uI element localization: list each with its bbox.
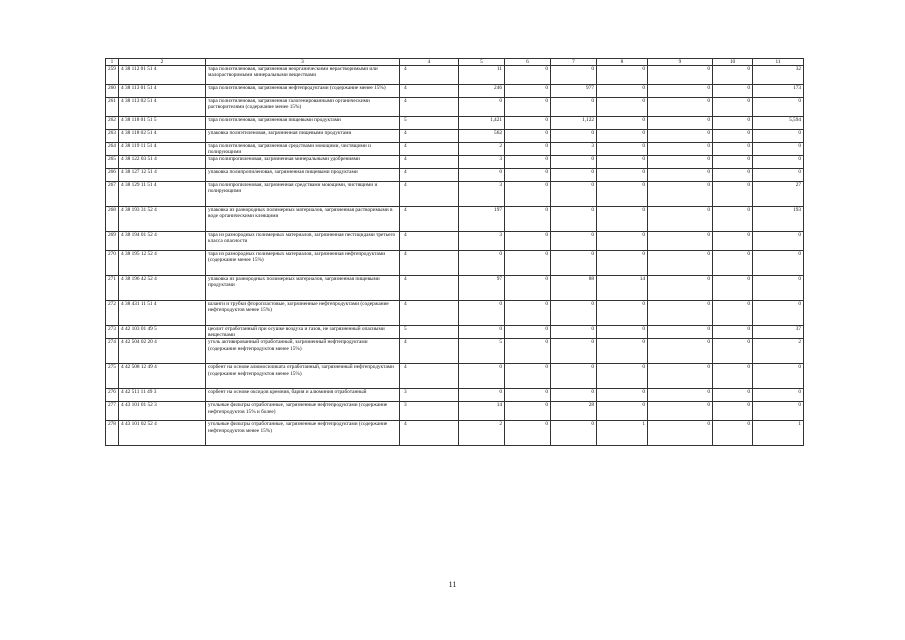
row-number-cell: 276	[106, 389, 119, 402]
value-col10-cell: 0	[713, 364, 753, 389]
value-col5-cell: 97	[459, 276, 505, 301]
value-col9-cell: 0	[648, 276, 713, 301]
row-number-cell: 274	[106, 339, 119, 364]
value-col5-cell: 0	[459, 389, 505, 402]
hazard-class-cell: 4	[400, 182, 459, 207]
value-col8-cell: 0	[597, 301, 648, 326]
waste-name-cell: тара полиэтиленовая, загрязненная галогенированными органическими растворителями (содержание менее 15%)	[206, 98, 400, 117]
value-col7-cell: 28	[551, 402, 597, 421]
table-body	[106, 66, 804, 446]
value-col8-cell: 0	[597, 232, 648, 251]
value-col5-cell: 562	[459, 130, 505, 143]
value-col6-cell: 0	[505, 339, 551, 364]
hazard-class-cell: 4	[400, 301, 459, 326]
hazard-class-cell: 5	[400, 326, 459, 339]
page-number: 11	[448, 580, 457, 589]
value-col10-cell: 0	[713, 130, 753, 143]
waste-code-cell: 4 42 508 12 49 4	[119, 364, 206, 389]
waste-name-cell: шланги и трубки фторопластовые, загрязненные нефтепродуктами (содержание нефтепродуктов менее 15%)	[206, 301, 400, 326]
value-col7-cell: 0	[551, 66, 597, 85]
column-number-8: 8	[597, 59, 648, 66]
value-col7-cell: 0	[551, 389, 597, 402]
hazard-class-cell: 4	[400, 143, 459, 156]
value-col7-cell: 0	[551, 130, 597, 143]
waste-code-cell: 4 42 504 02 20 4	[119, 339, 206, 364]
column-number-3: 3	[206, 59, 400, 66]
row-number-cell: 264	[106, 143, 119, 156]
value-col7-cell: 0	[551, 232, 597, 251]
waste-name-cell: тара полиэтиленовая, загрязненная нефтепродуктами (содержание менее 15%)	[206, 85, 400, 98]
value-col6-cell: 0	[505, 389, 551, 402]
value-col8-cell: 0	[597, 339, 648, 364]
row-number-cell: 275	[106, 364, 119, 389]
value-col6-cell: 0	[505, 169, 551, 182]
value-col9-cell: 0	[648, 156, 713, 169]
value-col10-cell: 0	[713, 66, 753, 85]
hazard-class-cell: 3	[400, 402, 459, 421]
waste-name-cell: сорбент на основе оксидов кремния, бария и алюминия отработанный	[206, 389, 400, 402]
value-col8-cell: 0	[597, 326, 648, 339]
value-col6-cell: 0	[505, 85, 551, 98]
value-col9-cell: 0	[648, 421, 713, 446]
waste-name-cell: упаковка из разнородных полимерных материалов, загрязненная растворимыми в воде органическими клеящими	[206, 207, 400, 232]
waste-code-cell: 4 38 122 03 51 4	[119, 156, 206, 169]
column-number-4: 4	[400, 59, 459, 66]
column-number-row	[106, 59, 804, 66]
waste-name-cell: тара полиэтиленовая, загрязненная пищевыми продуктами	[206, 117, 400, 130]
value-col11-cell: 193	[753, 207, 804, 232]
value-col7-cell: 0	[551, 301, 597, 326]
column-number-6: 6	[505, 59, 551, 66]
value-col7-cell: 0	[551, 156, 597, 169]
value-col9-cell: 0	[648, 117, 713, 130]
value-col11-cell: 0	[753, 301, 804, 326]
hazard-class-cell: 4	[400, 421, 459, 446]
row-number-cell: 273	[106, 326, 119, 339]
value-col9-cell: 0	[648, 402, 713, 421]
hazard-class-cell: 3	[400, 389, 459, 402]
value-col10-cell: 0	[713, 117, 753, 130]
value-col6-cell: 0	[505, 251, 551, 276]
value-col9-cell: 0	[648, 232, 713, 251]
waste-table	[105, 58, 804, 446]
waste-code-cell: 4 38 129 11 51 4	[119, 182, 206, 207]
value-col8-cell: 0	[597, 98, 648, 117]
value-col6-cell: 0	[505, 143, 551, 156]
value-col8-cell: 0	[597, 389, 648, 402]
waste-name-cell: тара полиэтиленовая, загрязненная средствами моющими, чистящими и полирующими	[206, 143, 400, 156]
waste-name-cell: угольные фильтры отработанные, загрязненные нефтепродуктами (содержание нефтепродуктов 15% и более)	[206, 402, 400, 421]
hazard-class-cell: 4	[400, 66, 459, 85]
row-number-cell: 278	[106, 421, 119, 446]
waste-name-cell: тара полипропиленовая, загрязненная минеральными удобрениями	[206, 156, 400, 169]
table-row	[106, 402, 804, 421]
table-row	[106, 339, 804, 364]
row-number-cell: 266	[106, 169, 119, 182]
hazard-class-cell: 4	[400, 98, 459, 117]
hazard-class-cell: 4	[400, 85, 459, 98]
value-col6-cell: 0	[505, 301, 551, 326]
waste-code-cell: 4 42 103 01 49 5	[119, 326, 206, 339]
value-col11-cell: 1	[753, 421, 804, 446]
value-col8-cell: 0	[597, 156, 648, 169]
column-number-10: 10	[713, 59, 753, 66]
value-col6-cell: 0	[505, 207, 551, 232]
value-col10-cell: 0	[713, 276, 753, 301]
row-number-cell: 263	[106, 130, 119, 143]
value-col6-cell: 0	[505, 276, 551, 301]
value-col5-cell: 0	[459, 169, 505, 182]
value-col8-cell: 0	[597, 402, 648, 421]
table-row	[106, 251, 804, 276]
table-row	[106, 169, 804, 182]
value-col10-cell: 0	[713, 232, 753, 251]
waste-code-cell: 4 38 195 12 52 4	[119, 251, 206, 276]
table-row	[106, 66, 804, 85]
table-row	[106, 143, 804, 156]
value-col10-cell: 0	[713, 326, 753, 339]
value-col5-cell: 0	[459, 301, 505, 326]
table-row	[106, 276, 804, 301]
value-col5-cell: 14	[459, 402, 505, 421]
value-col9-cell: 0	[648, 130, 713, 143]
table-row	[106, 207, 804, 232]
value-col9-cell: 0	[648, 66, 713, 85]
column-number-7: 7	[551, 59, 597, 66]
row-number-cell: 262	[106, 117, 119, 130]
waste-name-cell: сорбент на основе алюмосиликата отработанный, загрязненный нефтепродуктами (содержание нефтепродуктов менее 15%)	[206, 364, 400, 389]
value-col9-cell: 0	[648, 98, 713, 117]
value-col11-cell: 5,594	[753, 117, 804, 130]
waste-name-cell: тара полиэтиленовая, загрязненная неорганическими нерастворимыми или малорастворимыми минеральными веществами	[206, 66, 400, 85]
value-col9-cell: 0	[648, 339, 713, 364]
value-col10-cell: 0	[713, 156, 753, 169]
value-col7-cell: 0	[551, 251, 597, 276]
value-col11-cell: 0	[753, 169, 804, 182]
waste-code-cell: 4 38 431 11 51 4	[119, 301, 206, 326]
waste-code-cell: 4 38 127 12 51 4	[119, 169, 206, 182]
value-col7-cell: 0	[551, 98, 597, 117]
waste-code-cell: 4 38 119 11 51 4	[119, 143, 206, 156]
value-col11-cell: 0	[753, 143, 804, 156]
table-row	[106, 98, 804, 117]
value-col5-cell: 3	[459, 182, 505, 207]
value-col7-cell: 1,122	[551, 117, 597, 130]
value-col7-cell: 0	[551, 326, 597, 339]
value-col7-cell: 3	[551, 143, 597, 156]
table-row	[106, 364, 804, 389]
column-number-11: 11	[753, 59, 804, 66]
table-row	[106, 85, 804, 98]
waste-name-cell: тара из разнородных полимерных материалов, загрязненная пестицидами третьего класса опасности	[206, 232, 400, 251]
waste-code-cell: 4 43 101 02 52 4	[119, 421, 206, 446]
table-row	[106, 326, 804, 339]
value-col10-cell: 0	[713, 143, 753, 156]
value-col5-cell: 3	[459, 156, 505, 169]
value-col11-cell: 0	[753, 98, 804, 117]
value-col6-cell: 0	[505, 364, 551, 389]
waste-code-cell: 4 43 101 01 52 3	[119, 402, 206, 421]
column-number-2: 2	[119, 59, 206, 66]
hazard-class-cell: 4	[400, 364, 459, 389]
table-row	[106, 156, 804, 169]
row-number-cell: 267	[106, 182, 119, 207]
waste-name-cell: упаковка полипропиленовая, загрязненная пищевыми продуктами	[206, 169, 400, 182]
value-col8-cell: 0	[597, 143, 648, 156]
value-col9-cell: 0	[648, 326, 713, 339]
hazard-class-cell: 4	[400, 276, 459, 301]
value-col10-cell: 0	[713, 339, 753, 364]
waste-name-cell: тара из разнородных полимерных материалов, загрязненная нефтепродуктами (содержание менее 15%)	[206, 251, 400, 276]
value-col6-cell: 0	[505, 130, 551, 143]
row-number-cell: 272	[106, 301, 119, 326]
value-col8-cell: 0	[597, 130, 648, 143]
value-col10-cell: 0	[713, 182, 753, 207]
value-col7-cell: 0	[551, 364, 597, 389]
value-col9-cell: 0	[648, 143, 713, 156]
waste-name-cell: уголь активированный отработанный, загрязненный нефтепродуктами (содержание нефтепродуктов менее 15%)	[206, 339, 400, 364]
waste-name-cell: упаковка из разнородных полимерных материалов, загрязненная пищевыми продуктами	[206, 276, 400, 301]
column-number-9: 9	[648, 59, 713, 66]
waste-code-cell: 4 42 511 11 49 3	[119, 389, 206, 402]
waste-name-cell: угольные фильтры отработанные, загрязненные нефтепродуктами (содержание нефтепродуктов менее 15%)	[206, 421, 400, 446]
value-col6-cell: 0	[505, 117, 551, 130]
value-col11-cell: 0	[753, 251, 804, 276]
hazard-class-cell: 4	[400, 339, 459, 364]
value-col9-cell: 0	[648, 207, 713, 232]
table-row	[106, 301, 804, 326]
hazard-class-cell: 4	[400, 232, 459, 251]
value-col7-cell: 0	[551, 207, 597, 232]
value-col10-cell: 0	[713, 389, 753, 402]
value-col5-cell: 0	[459, 326, 505, 339]
row-number-cell: 265	[106, 156, 119, 169]
value-col10-cell: 0	[713, 251, 753, 276]
value-col6-cell: 0	[505, 98, 551, 117]
value-col8-cell: 0	[597, 117, 648, 130]
value-col8-cell: 0	[597, 364, 648, 389]
value-col8-cell: 0	[597, 207, 648, 232]
value-col8-cell: 0	[597, 85, 648, 98]
table-row	[106, 389, 804, 402]
value-col10-cell: 0	[713, 301, 753, 326]
value-col8-cell: 0	[597, 66, 648, 85]
value-col6-cell: 0	[505, 402, 551, 421]
value-col11-cell: 0	[753, 232, 804, 251]
value-col10-cell: 0	[713, 207, 753, 232]
hazard-class-cell: 4	[400, 207, 459, 232]
row-number-cell: 270	[106, 251, 119, 276]
value-col7-cell: 0	[551, 339, 597, 364]
value-col8-cell: 14	[597, 276, 648, 301]
value-col11-cell: 0	[753, 364, 804, 389]
waste-name-cell: упаковка полиэтиленовая, загрязненная пищевыми продуктами	[206, 130, 400, 143]
value-col5-cell: 0	[459, 98, 505, 117]
row-number-cell: 277	[106, 402, 119, 421]
value-col11-cell: 0	[753, 389, 804, 402]
value-col11-cell: 2	[753, 339, 804, 364]
value-col6-cell: 0	[505, 421, 551, 446]
value-col5-cell: 0	[459, 251, 505, 276]
hazard-class-cell: 5	[400, 117, 459, 130]
row-number-cell: 271	[106, 276, 119, 301]
waste-code-cell: 4 38 118 02 51 4	[119, 130, 206, 143]
value-col9-cell: 0	[648, 251, 713, 276]
value-col7-cell: 0	[551, 421, 597, 446]
hazard-class-cell: 4	[400, 169, 459, 182]
value-col6-cell: 0	[505, 66, 551, 85]
value-col6-cell: 0	[505, 232, 551, 251]
value-col11-cell: 0	[753, 156, 804, 169]
value-col11-cell: 0	[753, 276, 804, 301]
value-col10-cell: 0	[713, 98, 753, 117]
value-col5-cell: 5	[459, 339, 505, 364]
value-col7-cell: 0	[551, 169, 597, 182]
table-row	[106, 182, 804, 207]
value-col6-cell: 0	[505, 326, 551, 339]
table-row	[106, 232, 804, 251]
value-col11-cell: 0	[753, 402, 804, 421]
value-col9-cell: 0	[648, 85, 713, 98]
waste-code-cell: 4 38 196 42 52 4	[119, 276, 206, 301]
table-row	[106, 421, 804, 446]
value-col5-cell: 246	[459, 85, 505, 98]
value-col5-cell: 2	[459, 421, 505, 446]
value-col5-cell: 1,421	[459, 117, 505, 130]
value-col10-cell: 0	[713, 85, 753, 98]
table-row	[106, 117, 804, 130]
value-col10-cell: 0	[713, 402, 753, 421]
waste-code-cell: 4 38 194 01 52 4	[119, 232, 206, 251]
value-col10-cell: 0	[713, 421, 753, 446]
waste-code-cell: 4 38 113 01 51 4	[119, 85, 206, 98]
waste-code-cell: 4 38 193 31 52 4	[119, 207, 206, 232]
value-col5-cell: 0	[459, 364, 505, 389]
value-col9-cell: 0	[648, 301, 713, 326]
hazard-class-cell: 4	[400, 251, 459, 276]
value-col8-cell: 1	[597, 421, 648, 446]
waste-name-cell: цеолит отработанный при осушке воздуха и газов, не загрязненный опасными веществами	[206, 326, 400, 339]
value-col11-cell: 37	[753, 326, 804, 339]
value-col11-cell: 0	[753, 130, 804, 143]
value-col9-cell: 0	[648, 364, 713, 389]
value-col7-cell: 88	[551, 276, 597, 301]
hazard-class-cell: 4	[400, 156, 459, 169]
value-col9-cell: 0	[648, 389, 713, 402]
row-number-cell: 260	[106, 85, 119, 98]
value-col6-cell: 0	[505, 182, 551, 207]
value-col6-cell: 0	[505, 156, 551, 169]
value-col7-cell: 977	[551, 85, 597, 98]
value-col9-cell: 0	[648, 182, 713, 207]
value-col5-cell: 197	[459, 207, 505, 232]
row-number-cell: 261	[106, 98, 119, 117]
row-number-cell: 268	[106, 207, 119, 232]
value-col7-cell: 0	[551, 182, 597, 207]
value-col5-cell: 2	[459, 143, 505, 156]
waste-name-cell: тара полипропиленовая, загрязненная средствами моющими, чистящими и полирующими	[206, 182, 400, 207]
waste-code-cell: 4 38 113 02 51 4	[119, 98, 206, 117]
value-col5-cell: 11	[459, 66, 505, 85]
table-row	[106, 130, 804, 143]
value-col8-cell: 0	[597, 182, 648, 207]
value-col11-cell: 27	[753, 182, 804, 207]
column-number-5: 5	[459, 59, 505, 66]
waste-code-cell: 4 38 118 01 51 5	[119, 117, 206, 130]
row-number-cell: 269	[106, 232, 119, 251]
value-col8-cell: 0	[597, 169, 648, 182]
value-col8-cell: 0	[597, 251, 648, 276]
value-col5-cell: 3	[459, 232, 505, 251]
waste-code-cell: 4 38 112 01 51 4	[119, 66, 206, 85]
hazard-class-cell: 4	[400, 130, 459, 143]
value-col11-cell: 32	[753, 66, 804, 85]
value-col11-cell: 173	[753, 85, 804, 98]
value-col9-cell: 0	[648, 169, 713, 182]
row-number-cell: 259	[106, 66, 119, 85]
column-number-1: 1	[106, 59, 119, 66]
value-col10-cell: 0	[713, 169, 753, 182]
